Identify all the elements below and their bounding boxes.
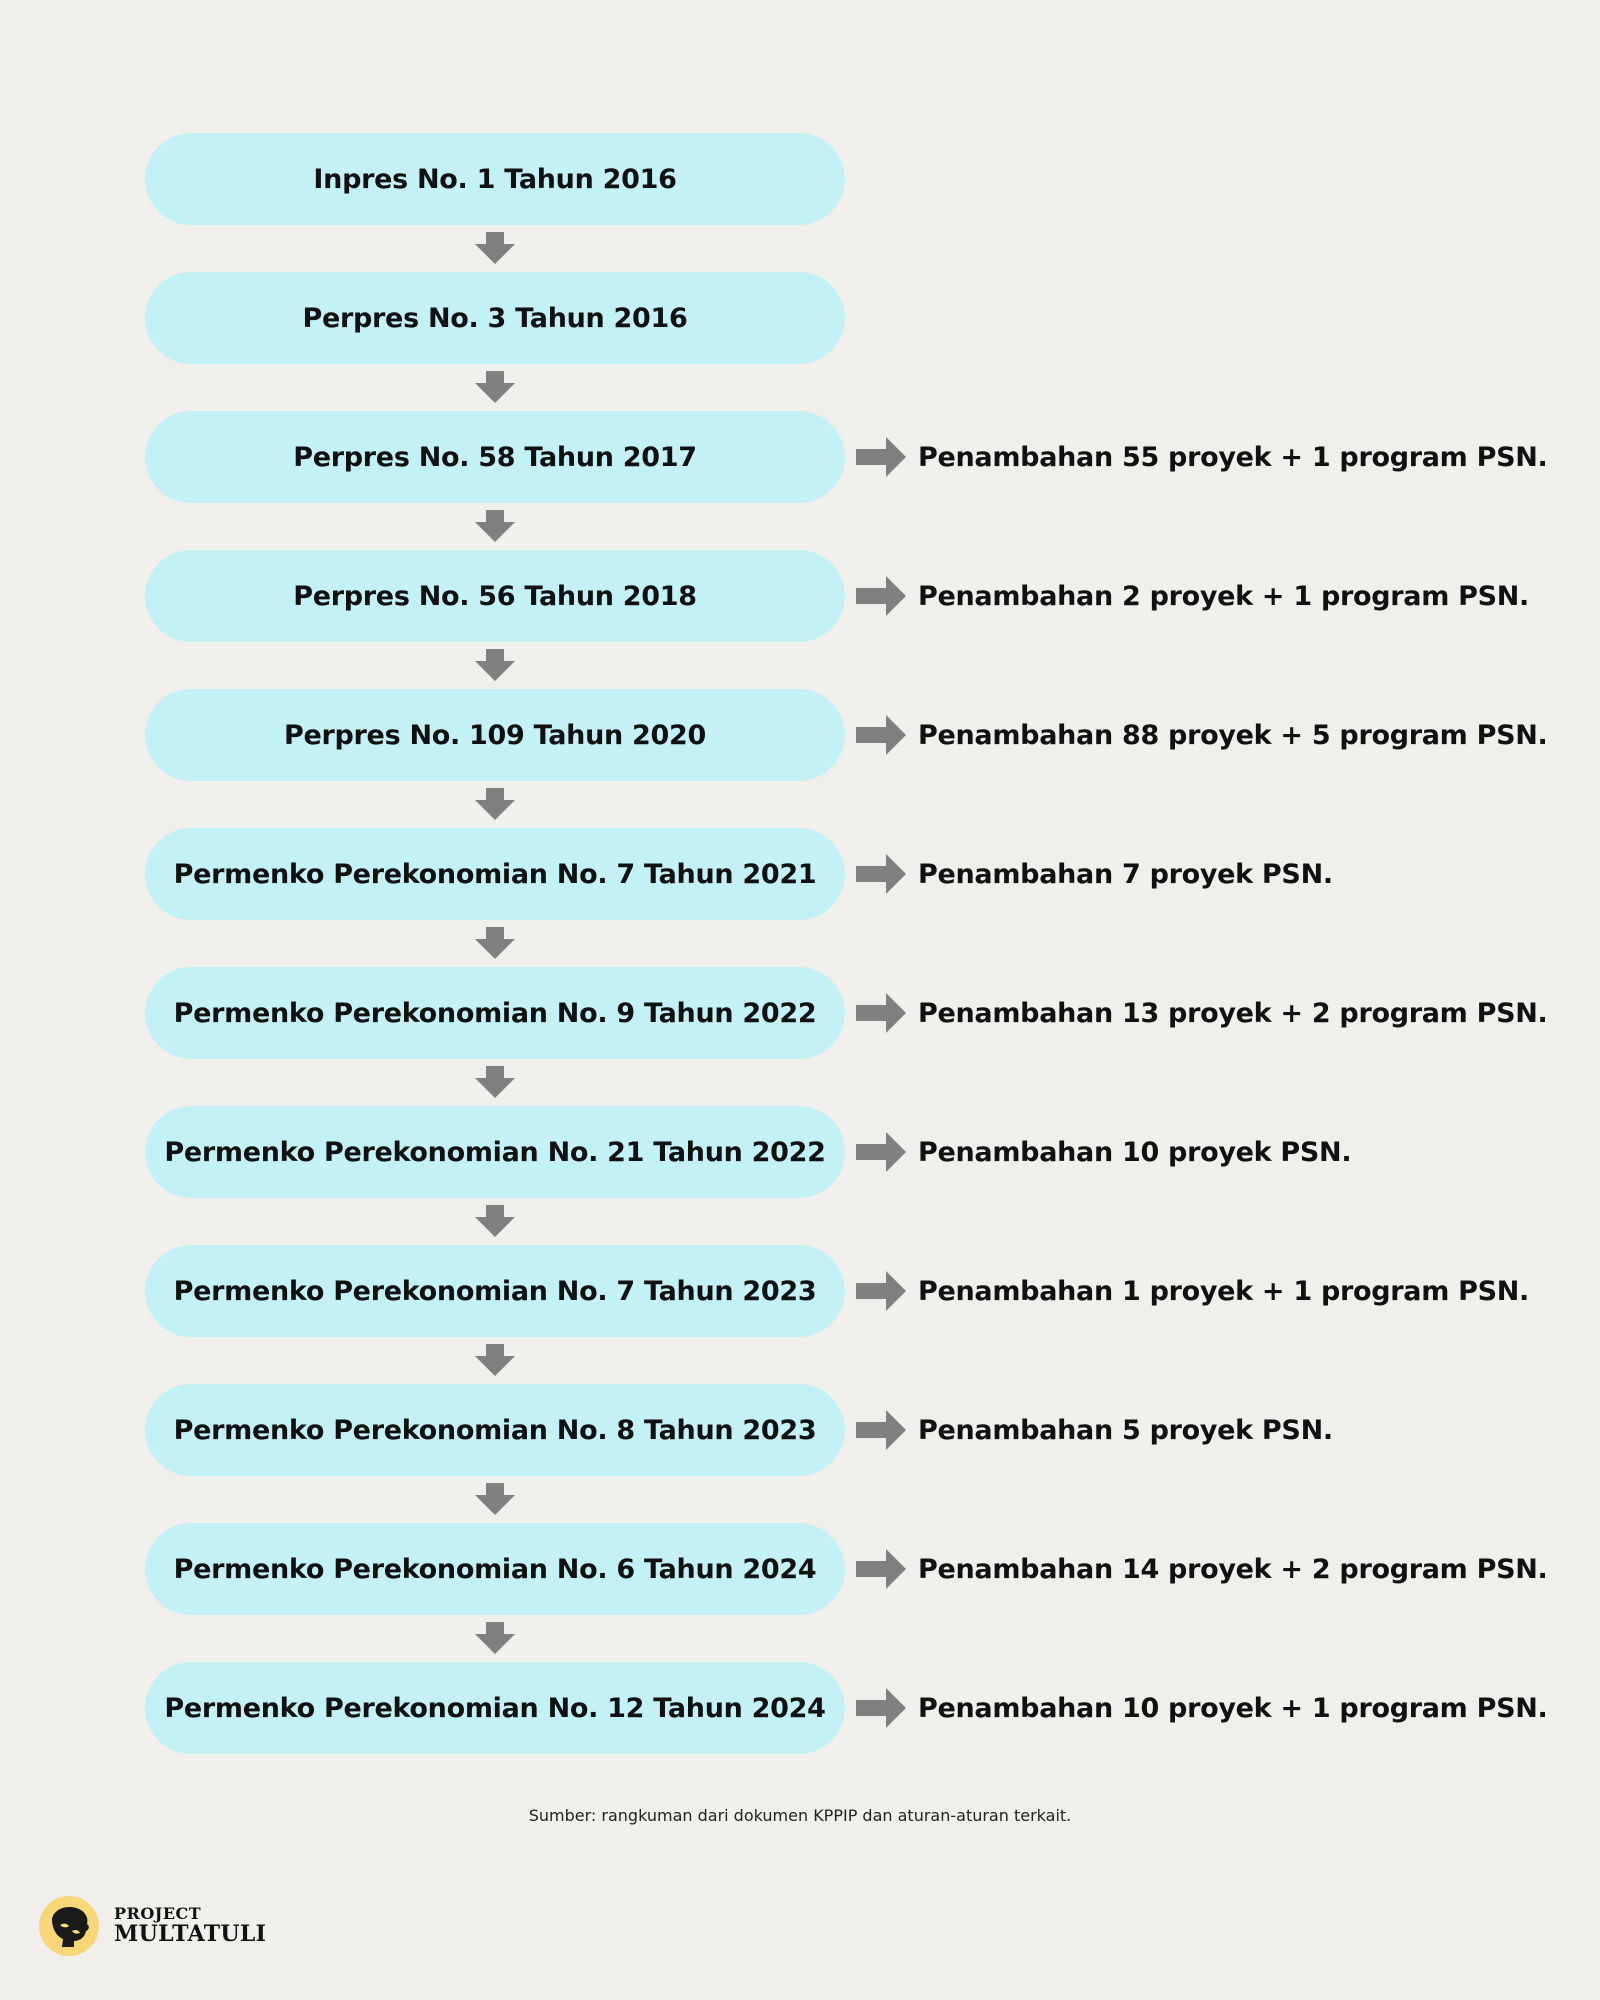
right-arrow-icon xyxy=(856,1132,906,1172)
step-box-11: Permenko Perekonomian No. 6 Tahun 2024 xyxy=(145,1523,845,1615)
right-arrow-icon xyxy=(856,576,906,616)
step-note-11: Penambahan 14 proyek + 2 program PSN. xyxy=(918,1553,1548,1585)
down-arrow-icon xyxy=(475,1066,515,1098)
step-box-12: Permenko Perekonomian No. 12 Tahun 2024 xyxy=(145,1662,845,1754)
step-note-7: Penambahan 13 proyek + 2 program PSN. xyxy=(918,997,1548,1029)
right-arrow-icon xyxy=(856,1410,906,1450)
project-multatuli-logo xyxy=(38,1895,266,1957)
step-note-4: Penambahan 2 proyek + 1 program PSN. xyxy=(918,580,1530,612)
portrait-logo-icon xyxy=(38,1895,100,1957)
down-arrow-icon xyxy=(475,232,515,264)
step-box-5: Perpres No. 109 Tahun 2020 xyxy=(145,689,845,781)
step-note-8: Penambahan 10 proyek PSN. xyxy=(918,1136,1352,1168)
step-box-9: Permenko Perekonomian No. 7 Tahun 2023 xyxy=(145,1245,845,1337)
right-arrow-icon xyxy=(856,1688,906,1728)
step-box-8: Permenko Perekonomian No. 21 Tahun 2022 xyxy=(145,1106,845,1198)
right-arrow-icon xyxy=(856,1271,906,1311)
down-arrow-icon xyxy=(475,1622,515,1654)
step-note-3: Penambahan 55 proyek + 1 program PSN. xyxy=(918,441,1548,473)
step-box-2: Perpres No. 3 Tahun 2016 xyxy=(145,272,845,364)
down-arrow-icon xyxy=(475,1205,515,1237)
source-caption: Sumber: rangkuman dari dokumen KPPIP dan aturan-aturan terkait. xyxy=(528,1806,1072,1825)
down-arrow-icon xyxy=(475,1483,515,1515)
step-note-9: Penambahan 1 proyek + 1 program PSN. xyxy=(918,1275,1530,1307)
step-box-4: Perpres No. 56 Tahun 2018 xyxy=(145,550,845,642)
down-arrow-icon xyxy=(475,649,515,681)
right-arrow-icon xyxy=(856,993,906,1033)
down-arrow-icon xyxy=(475,371,515,403)
step-box-1: Inpres No. 1 Tahun 2016 xyxy=(145,133,845,225)
logo-line-multatuli: MULTATULI xyxy=(114,1920,267,1947)
step-note-10: Penambahan 5 proyek PSN. xyxy=(918,1414,1333,1446)
right-arrow-icon xyxy=(856,437,906,477)
logo-line-project: PROJECT xyxy=(114,1904,202,1924)
right-arrow-icon xyxy=(856,715,906,755)
step-note-6: Penambahan 7 proyek PSN. xyxy=(918,858,1333,890)
step-box-7: Permenko Perekonomian No. 9 Tahun 2022 xyxy=(145,967,845,1059)
right-arrow-icon xyxy=(856,1549,906,1589)
down-arrow-icon xyxy=(475,510,515,542)
step-box-10: Permenko Perekonomian No. 8 Tahun 2023 xyxy=(145,1384,845,1476)
logo-wordmark xyxy=(114,1906,266,1946)
down-arrow-icon xyxy=(475,788,515,820)
down-arrow-icon xyxy=(475,1344,515,1376)
step-box-6: Permenko Perekonomian No. 7 Tahun 2021 xyxy=(145,828,845,920)
step-box-3: Perpres No. 58 Tahun 2017 xyxy=(145,411,845,503)
right-arrow-icon xyxy=(856,854,906,894)
step-note-12: Penambahan 10 proyek + 1 program PSN. xyxy=(918,1692,1548,1724)
down-arrow-icon xyxy=(475,927,515,959)
step-note-5: Penambahan 88 proyek + 5 program PSN. xyxy=(918,719,1548,751)
